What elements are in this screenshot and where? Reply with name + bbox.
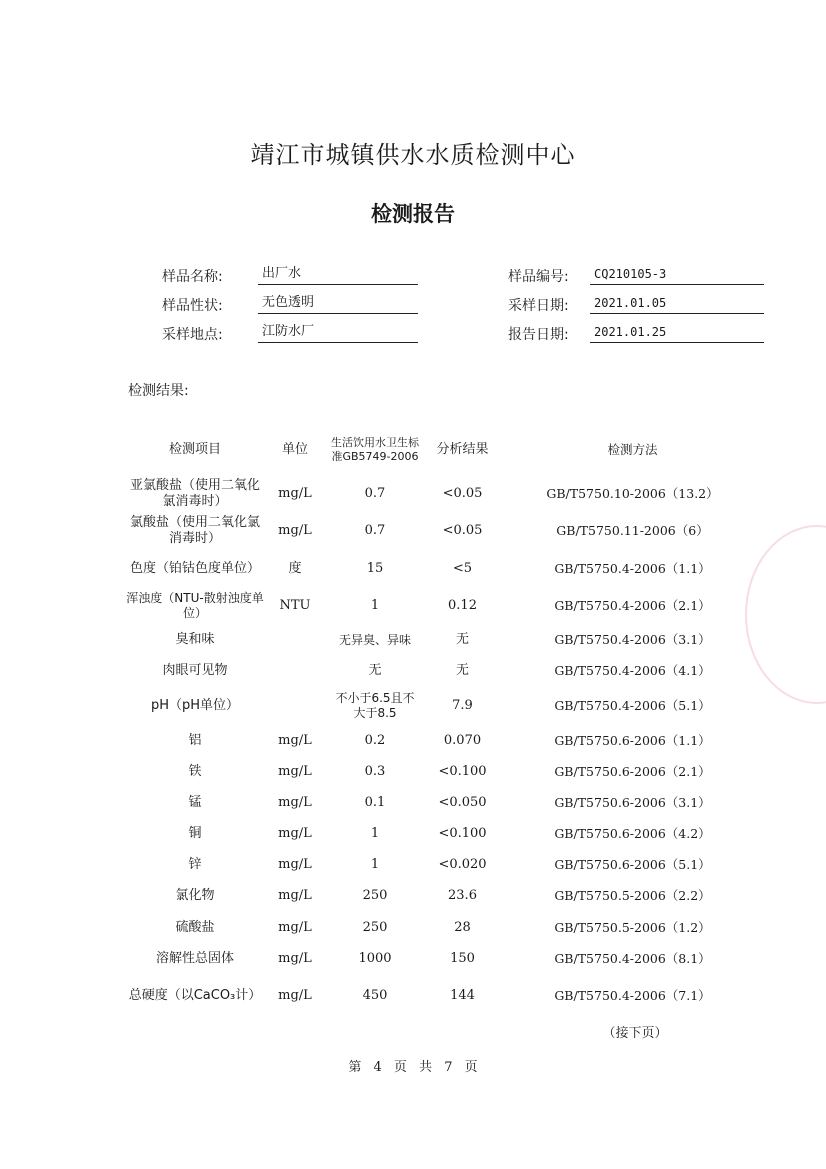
sample-name-label: 样品名称: — [162, 269, 223, 285]
red-seal-stamp — [745, 525, 826, 704]
results-label: 检测结果: — [128, 383, 189, 399]
row-item: 总硬度（以CaCO₃计） — [128, 987, 262, 1003]
sample-name-value: 出厂水 — [258, 264, 418, 285]
row-standard: 1 — [370, 856, 380, 872]
row-method: GB/T5750.6-2006（2.1） — [554, 764, 711, 780]
row-result: 144 — [450, 987, 475, 1003]
row-result: 无 — [455, 662, 469, 678]
row-method: GB/T5750.4-2006（3.1） — [554, 632, 711, 648]
row-standard: 无异臭、异味 — [338, 632, 411, 647]
page-footer: 第 4 页 共 7 页 — [348, 1060, 478, 1075]
row-standard: 0.1 — [364, 794, 386, 810]
row-item: 臭和味 — [175, 631, 215, 647]
row-item: 溶解性总固体 — [155, 950, 234, 966]
sampling-date-label: 采样日期: — [508, 298, 569, 314]
row-method: GB/T5750.6-2006（5.1） — [554, 857, 711, 873]
row-method: GB/T5750.5-2006（2.2） — [554, 888, 711, 904]
row-result: 7.9 — [452, 697, 473, 713]
row-unit: mg/L — [278, 887, 312, 903]
report-date-value: 2021.01.25 — [590, 322, 764, 343]
row-unit: mg/L — [278, 950, 312, 966]
header-unit: 单位 — [281, 441, 308, 457]
row-item: 铜 — [188, 825, 202, 841]
row-result: <0.100 — [438, 763, 487, 779]
row-result: 0.12 — [448, 597, 477, 613]
row-method: GB/T5750.4-2006（4.1） — [554, 663, 711, 679]
row-standard: 0.3 — [364, 763, 386, 779]
row-standard: 15 — [366, 560, 384, 576]
row-method: GB/T5750.5-2006（1.2） — [554, 920, 711, 936]
row-standard: 450 — [362, 987, 388, 1003]
row-result: 150 — [450, 950, 475, 966]
row-unit: mg/L — [278, 763, 312, 779]
sample-state-value: 无色透明 — [258, 293, 418, 314]
row-result: <0.05 — [442, 485, 483, 501]
row-result: <0.100 — [438, 825, 487, 841]
sample-no-value: CQ210105-3 — [590, 264, 764, 285]
report-title: 检测报告 — [371, 202, 455, 226]
row-unit: mg/L — [278, 522, 312, 538]
row-item: 硫酸盐 — [175, 919, 215, 935]
row-unit: mg/L — [278, 485, 312, 501]
row-item: 锰 — [188, 794, 202, 810]
row-standard: 250 — [362, 887, 388, 903]
row-unit: mg/L — [278, 987, 312, 1003]
row-unit: 度 — [288, 560, 302, 576]
row-standard: 0.7 — [364, 522, 386, 538]
row-item: 浑浊度（NTU-散射浊度单位） — [126, 591, 264, 620]
row-item: 锌 — [188, 856, 202, 872]
row-item: pH（pH单位） — [150, 697, 240, 713]
row-result: 0.070 — [443, 732, 482, 748]
sampling-site-label: 采样地点: — [162, 327, 223, 343]
row-method: GB/T5750.4-2006（7.1） — [554, 988, 711, 1004]
row-result: <0.020 — [438, 856, 487, 872]
row-unit: mg/L — [278, 732, 312, 748]
row-method: GB/T5750.10-2006（13.2） — [546, 486, 719, 502]
row-method: GB/T5750.6-2006（4.2） — [554, 826, 711, 842]
row-item: 氯酸盐（使用二氧化氯消毒时） — [129, 514, 260, 546]
row-item: 铝 — [188, 732, 202, 748]
row-standard: 1000 — [358, 950, 392, 966]
row-method: GB/T5750.11-2006（6） — [556, 523, 709, 539]
sample-state-label: 样品性状: — [162, 298, 223, 314]
header-method: 检测方法 — [607, 442, 658, 458]
row-unit: mg/L — [278, 794, 312, 810]
row-result: 23.6 — [448, 887, 477, 903]
row-standard: 无 — [368, 662, 382, 678]
row-result: 无 — [455, 631, 469, 647]
row-unit — [270, 657, 320, 685]
row-method: GB/T5750.4-2006（2.1） — [554, 598, 711, 614]
header-standard: 生活饮用水卫生标准GB5749-2006 — [331, 436, 419, 463]
row-method: GB/T5750.4-2006（5.1） — [554, 698, 711, 714]
continued-note: （接下页） — [602, 1026, 668, 1041]
row-item: 亚氯酸盐（使用二氧化氯消毒时） — [129, 477, 260, 509]
row-standard: 250 — [362, 919, 388, 935]
row-unit: mg/L — [278, 856, 312, 872]
row-item: 铁 — [188, 763, 202, 779]
sampling-date-value: 2021.01.05 — [590, 293, 764, 314]
row-method: GB/T5750.4-2006（1.1） — [554, 561, 711, 577]
row-standard: 0.7 — [364, 485, 386, 501]
row-standard: 1 — [370, 825, 380, 841]
row-standard: 0.2 — [364, 732, 386, 748]
row-unit — [270, 626, 320, 654]
row-unit: mg/L — [278, 919, 312, 935]
row-unit: mg/L — [278, 825, 312, 841]
sample-no-label: 样品编号: — [508, 269, 569, 285]
row-method: GB/T5750.6-2006（3.1） — [554, 795, 711, 811]
row-item: 色度（铂钴色度单位） — [129, 560, 260, 576]
row-standard: 不小于6.5且不大于8.5 — [335, 691, 415, 720]
header-item: 检测项目 — [168, 441, 221, 457]
sampling-site-value: 江防水厂 — [258, 322, 418, 343]
row-standard: 1 — [370, 597, 380, 613]
row-item: 氯化物 — [175, 887, 215, 903]
row-unit — [270, 688, 320, 724]
row-result: <0.050 — [438, 794, 487, 810]
row-result: <0.05 — [442, 522, 483, 538]
row-item: 肉眼可见物 — [162, 662, 228, 678]
row-result: 28 — [454, 919, 471, 935]
row-unit: NTU — [279, 597, 311, 613]
row-result: <5 — [452, 560, 473, 576]
org-title: 靖江市城镇供水水质检测中心 — [250, 141, 576, 169]
row-method: GB/T5750.4-2006（8.1） — [554, 951, 711, 967]
report-date-label: 报告日期: — [508, 327, 569, 343]
row-method: GB/T5750.6-2006（1.1） — [554, 733, 711, 749]
header-result: 分析结果 — [436, 441, 489, 457]
